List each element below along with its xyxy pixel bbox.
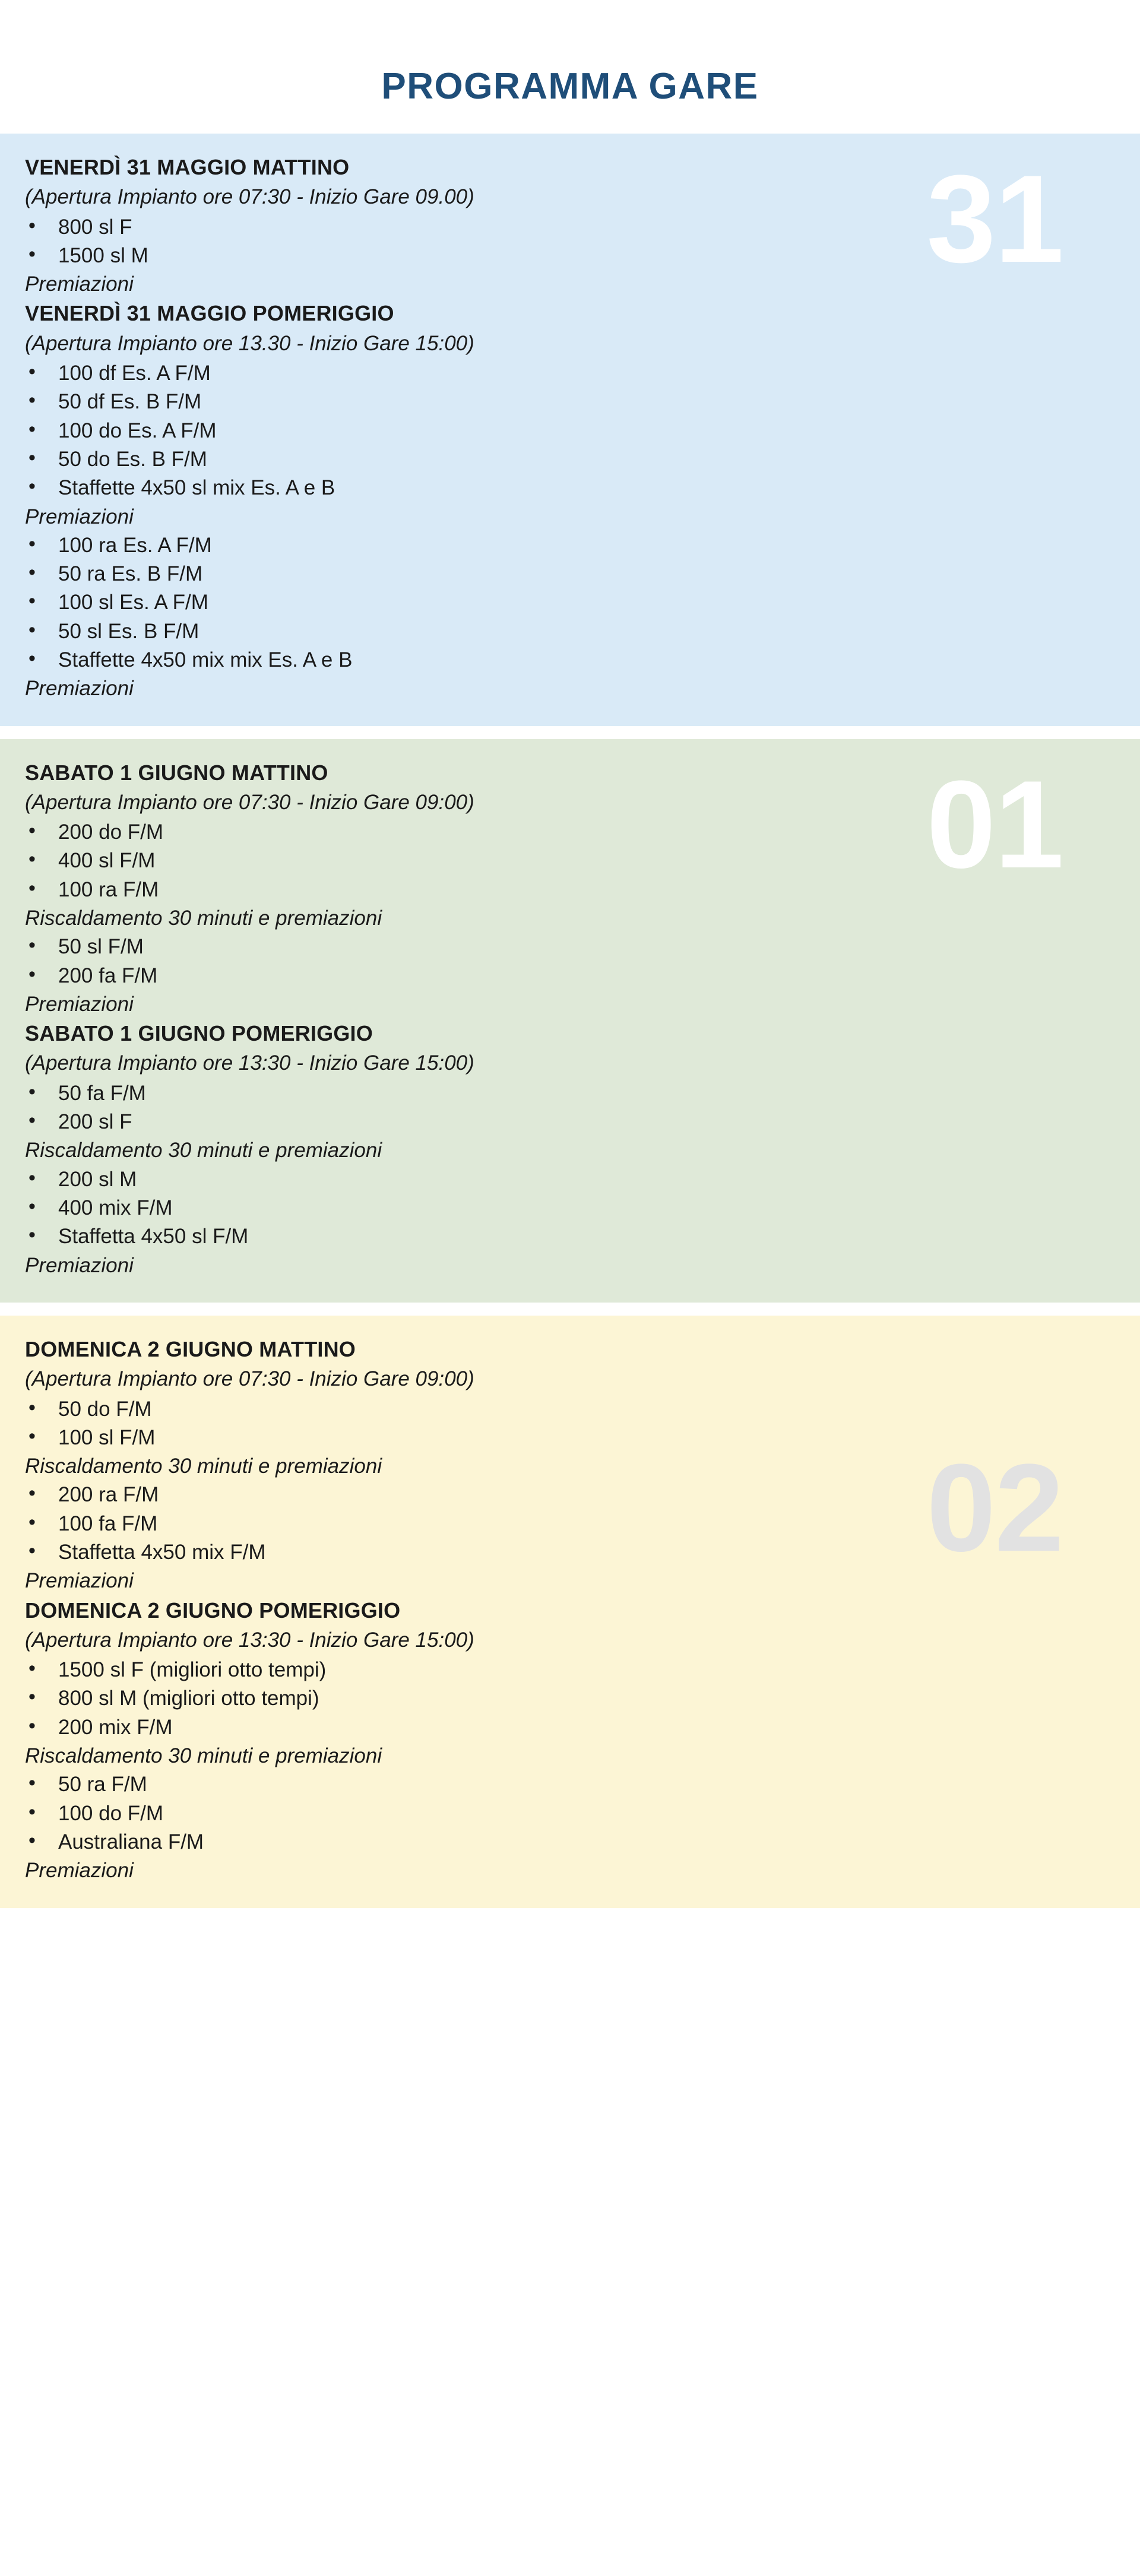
session-schedule-note: (Apertura Impianto ore 07:30 - Inizio Gare 09:00) (25, 790, 474, 814)
session (25, 1336, 809, 1596)
day-number: 02 (926, 1437, 1063, 1577)
event-list (25, 531, 809, 674)
session-title: SABATO 1 GIUGNO POMERIGGIO (25, 1021, 373, 1046)
event-item (25, 1079, 809, 1108)
event-label: 800 sl M (migliori otto tempi) (58, 1687, 319, 1710)
event-label: Staffette 4x50 mix mix Es. A e B (58, 648, 353, 672)
event-item (25, 1395, 809, 1424)
session (25, 154, 809, 299)
event-item (25, 1538, 809, 1567)
event-label: 50 sl F/M (58, 935, 144, 959)
bullet-icon: • (28, 242, 36, 265)
bullet-icon: • (28, 214, 36, 237)
event-label: Australiana F/M (58, 1830, 204, 1853)
bullet-icon: • (28, 1510, 36, 1533)
bullet-icon: • (28, 1166, 36, 1189)
event-item (25, 1770, 809, 1799)
event-label: 100 sl Es. A F/M (58, 591, 208, 614)
event-item (25, 646, 809, 674)
event-label: 1500 sl F (migliori otto tempi) (58, 1658, 327, 1682)
event-item (25, 531, 809, 560)
bullet-icon: • (28, 1539, 36, 1562)
bullet-icon: • (28, 1657, 36, 1680)
event-item (25, 1165, 809, 1194)
session (25, 759, 809, 1019)
event-label: 200 ra F/M (58, 1483, 159, 1507)
event-list (25, 1656, 809, 1742)
awards-note: Riscaldamento 30 minuti e premiazioni (25, 1139, 382, 1162)
awards-note: Riscaldamento 30 minuti e premiazioni (25, 1744, 382, 1768)
event-label: 100 fa F/M (58, 1512, 158, 1535)
event-list (25, 359, 809, 502)
event-label: 200 fa F/M (58, 964, 158, 987)
event-list (25, 1079, 809, 1137)
event-item (25, 1799, 809, 1828)
event-item (25, 1828, 809, 1856)
event-item (25, 445, 809, 474)
event-item (25, 1424, 809, 1452)
day-content (25, 759, 809, 1280)
bullet-icon: • (28, 1424, 36, 1447)
event-item (25, 417, 809, 445)
event-list (25, 1770, 809, 1856)
bullet-icon: • (28, 1195, 36, 1218)
awards-note: Premiazioni (25, 273, 134, 296)
event-item (25, 588, 809, 617)
bullet-icon: • (28, 417, 36, 441)
bullet-icon: • (28, 1224, 36, 1247)
session (25, 300, 809, 703)
day-block (0, 739, 1140, 1303)
day-content (25, 154, 809, 704)
awards-note: Premiazioni (25, 1569, 134, 1593)
bullet-icon: • (28, 532, 36, 555)
event-item (25, 1481, 809, 1509)
event-label: 200 sl M (58, 1167, 137, 1191)
event-item (25, 847, 809, 875)
event-label: Staffette 4x50 sl mix Es. A e B (58, 476, 335, 500)
session-title: VENERDÌ 31 MAGGIO POMERIGGIO (25, 301, 394, 326)
event-label: 100 ra F/M (58, 877, 159, 901)
event-label: 50 ra Es. B F/M (58, 562, 203, 586)
event-item (25, 213, 809, 242)
event-label: 100 do Es. A F/M (58, 419, 217, 442)
session-schedule-note: (Apertura Impianto ore 07:30 - Inizio Gare 09:00) (25, 1367, 474, 1390)
bullet-icon: • (28, 819, 36, 842)
event-item (25, 1713, 809, 1742)
session (25, 1020, 809, 1280)
bullet-icon: • (28, 1772, 36, 1795)
bullet-icon: • (28, 1482, 36, 1505)
session (25, 1597, 809, 1886)
bullet-icon: • (28, 1396, 36, 1419)
page-title: PROGRAMMA GARE (381, 66, 759, 107)
event-label: 100 ra Es. A F/M (58, 533, 212, 557)
event-item (25, 1656, 809, 1684)
event-label: 100 sl F/M (58, 1425, 156, 1449)
bullet-icon: • (28, 1829, 36, 1852)
event-label: 200 do F/M (58, 820, 164, 844)
bullet-icon: • (28, 360, 36, 384)
event-item (25, 388, 809, 416)
day-number: 01 (926, 754, 1063, 894)
event-label: 400 mix F/M (58, 1196, 173, 1220)
awards-note: Premiazioni (25, 505, 134, 528)
event-item (25, 1222, 809, 1251)
bullet-icon: • (28, 647, 36, 670)
day-block (0, 134, 1140, 726)
event-label: Staffetta 4x50 sl F/M (58, 1225, 249, 1249)
session-title: DOMENICA 2 GIUGNO MATTINO (25, 1336, 356, 1361)
bullet-icon: • (28, 475, 36, 498)
session-title: VENERDÌ 31 MAGGIO MATTINO (25, 155, 350, 179)
event-label: 100 df Es. A F/M (58, 362, 211, 385)
bullet-icon: • (28, 446, 36, 469)
event-label: Staffetta 4x50 mix F/M (58, 1540, 266, 1564)
event-list (25, 1481, 809, 1567)
event-list (25, 213, 809, 271)
bullet-icon: • (28, 1800, 36, 1823)
awards-note: Riscaldamento 30 minuti e premiazioni (25, 907, 382, 930)
session-title: SABATO 1 GIUGNO MATTINO (25, 760, 328, 785)
session-schedule-note: (Apertura Impianto ore 07:30 - Inizio Gare 09.00) (25, 185, 474, 209)
event-label: 200 mix F/M (58, 1715, 173, 1739)
awards-note: Premiazioni (25, 1859, 134, 1883)
days-container (0, 134, 1140, 1908)
bullet-icon: • (28, 962, 36, 986)
day-content (25, 1336, 809, 1886)
event-item (25, 617, 809, 646)
event-item (25, 1684, 809, 1713)
event-item (25, 818, 809, 847)
event-list (25, 1395, 809, 1453)
session-title: DOMENICA 2 GIUGNO POMERIGGIO (25, 1598, 401, 1623)
event-label: 100 do F/M (58, 1801, 164, 1825)
event-item (25, 1108, 809, 1136)
bullet-icon: • (28, 934, 36, 957)
event-label: 200 sl F (58, 1110, 132, 1134)
event-item (25, 474, 809, 502)
bullet-icon: • (28, 389, 36, 412)
event-list (25, 933, 809, 990)
event-label: 50 fa F/M (58, 1081, 146, 1105)
event-item (25, 962, 809, 990)
bullet-icon: • (28, 876, 36, 899)
awards-note: Premiazioni (25, 992, 134, 1016)
bullet-icon: • (28, 561, 36, 584)
bullet-icon: • (28, 1685, 36, 1709)
session-schedule-note: (Apertura Impianto ore 13.30 - Inizio Gare 15:00) (25, 331, 474, 355)
event-list (25, 1165, 809, 1251)
event-label: 400 sl F/M (58, 849, 156, 873)
event-item (25, 876, 809, 904)
event-item (25, 1194, 809, 1222)
day-number: 31 (926, 149, 1063, 289)
event-item (25, 1510, 809, 1538)
event-label: 50 do F/M (58, 1397, 152, 1421)
event-item (25, 560, 809, 588)
event-label: 1500 sl M (58, 243, 148, 267)
session-schedule-note: (Apertura Impianto ore 13:30 - Inizio Gare 15:00) (25, 1628, 474, 1652)
event-label: 50 df Es. B F/M (58, 390, 202, 414)
bullet-icon: • (28, 1714, 36, 1737)
event-item (25, 242, 809, 270)
awards-note: Premiazioni (25, 1253, 134, 1277)
bullet-icon: • (28, 1080, 36, 1103)
day-block (0, 1316, 1140, 1908)
bullet-icon: • (28, 1109, 36, 1132)
event-item (25, 359, 809, 388)
awards-note: Riscaldamento 30 minuti e premiazioni (25, 1455, 382, 1478)
event-label: 50 ra F/M (58, 1773, 147, 1796)
event-label: 50 sl Es. B F/M (58, 619, 200, 643)
session-schedule-note: (Apertura Impianto ore 13:30 - Inizio Gare 15:00) (25, 1051, 474, 1075)
bullet-icon: • (28, 590, 36, 613)
bullet-icon: • (28, 848, 36, 871)
awards-note: Premiazioni (25, 677, 134, 701)
page-title-container (0, 0, 1140, 134)
event-item (25, 933, 809, 961)
event-label: 50 do Es. B F/M (58, 447, 207, 471)
event-list (25, 818, 809, 904)
event-label: 800 sl F (58, 215, 132, 239)
bullet-icon: • (28, 618, 36, 641)
